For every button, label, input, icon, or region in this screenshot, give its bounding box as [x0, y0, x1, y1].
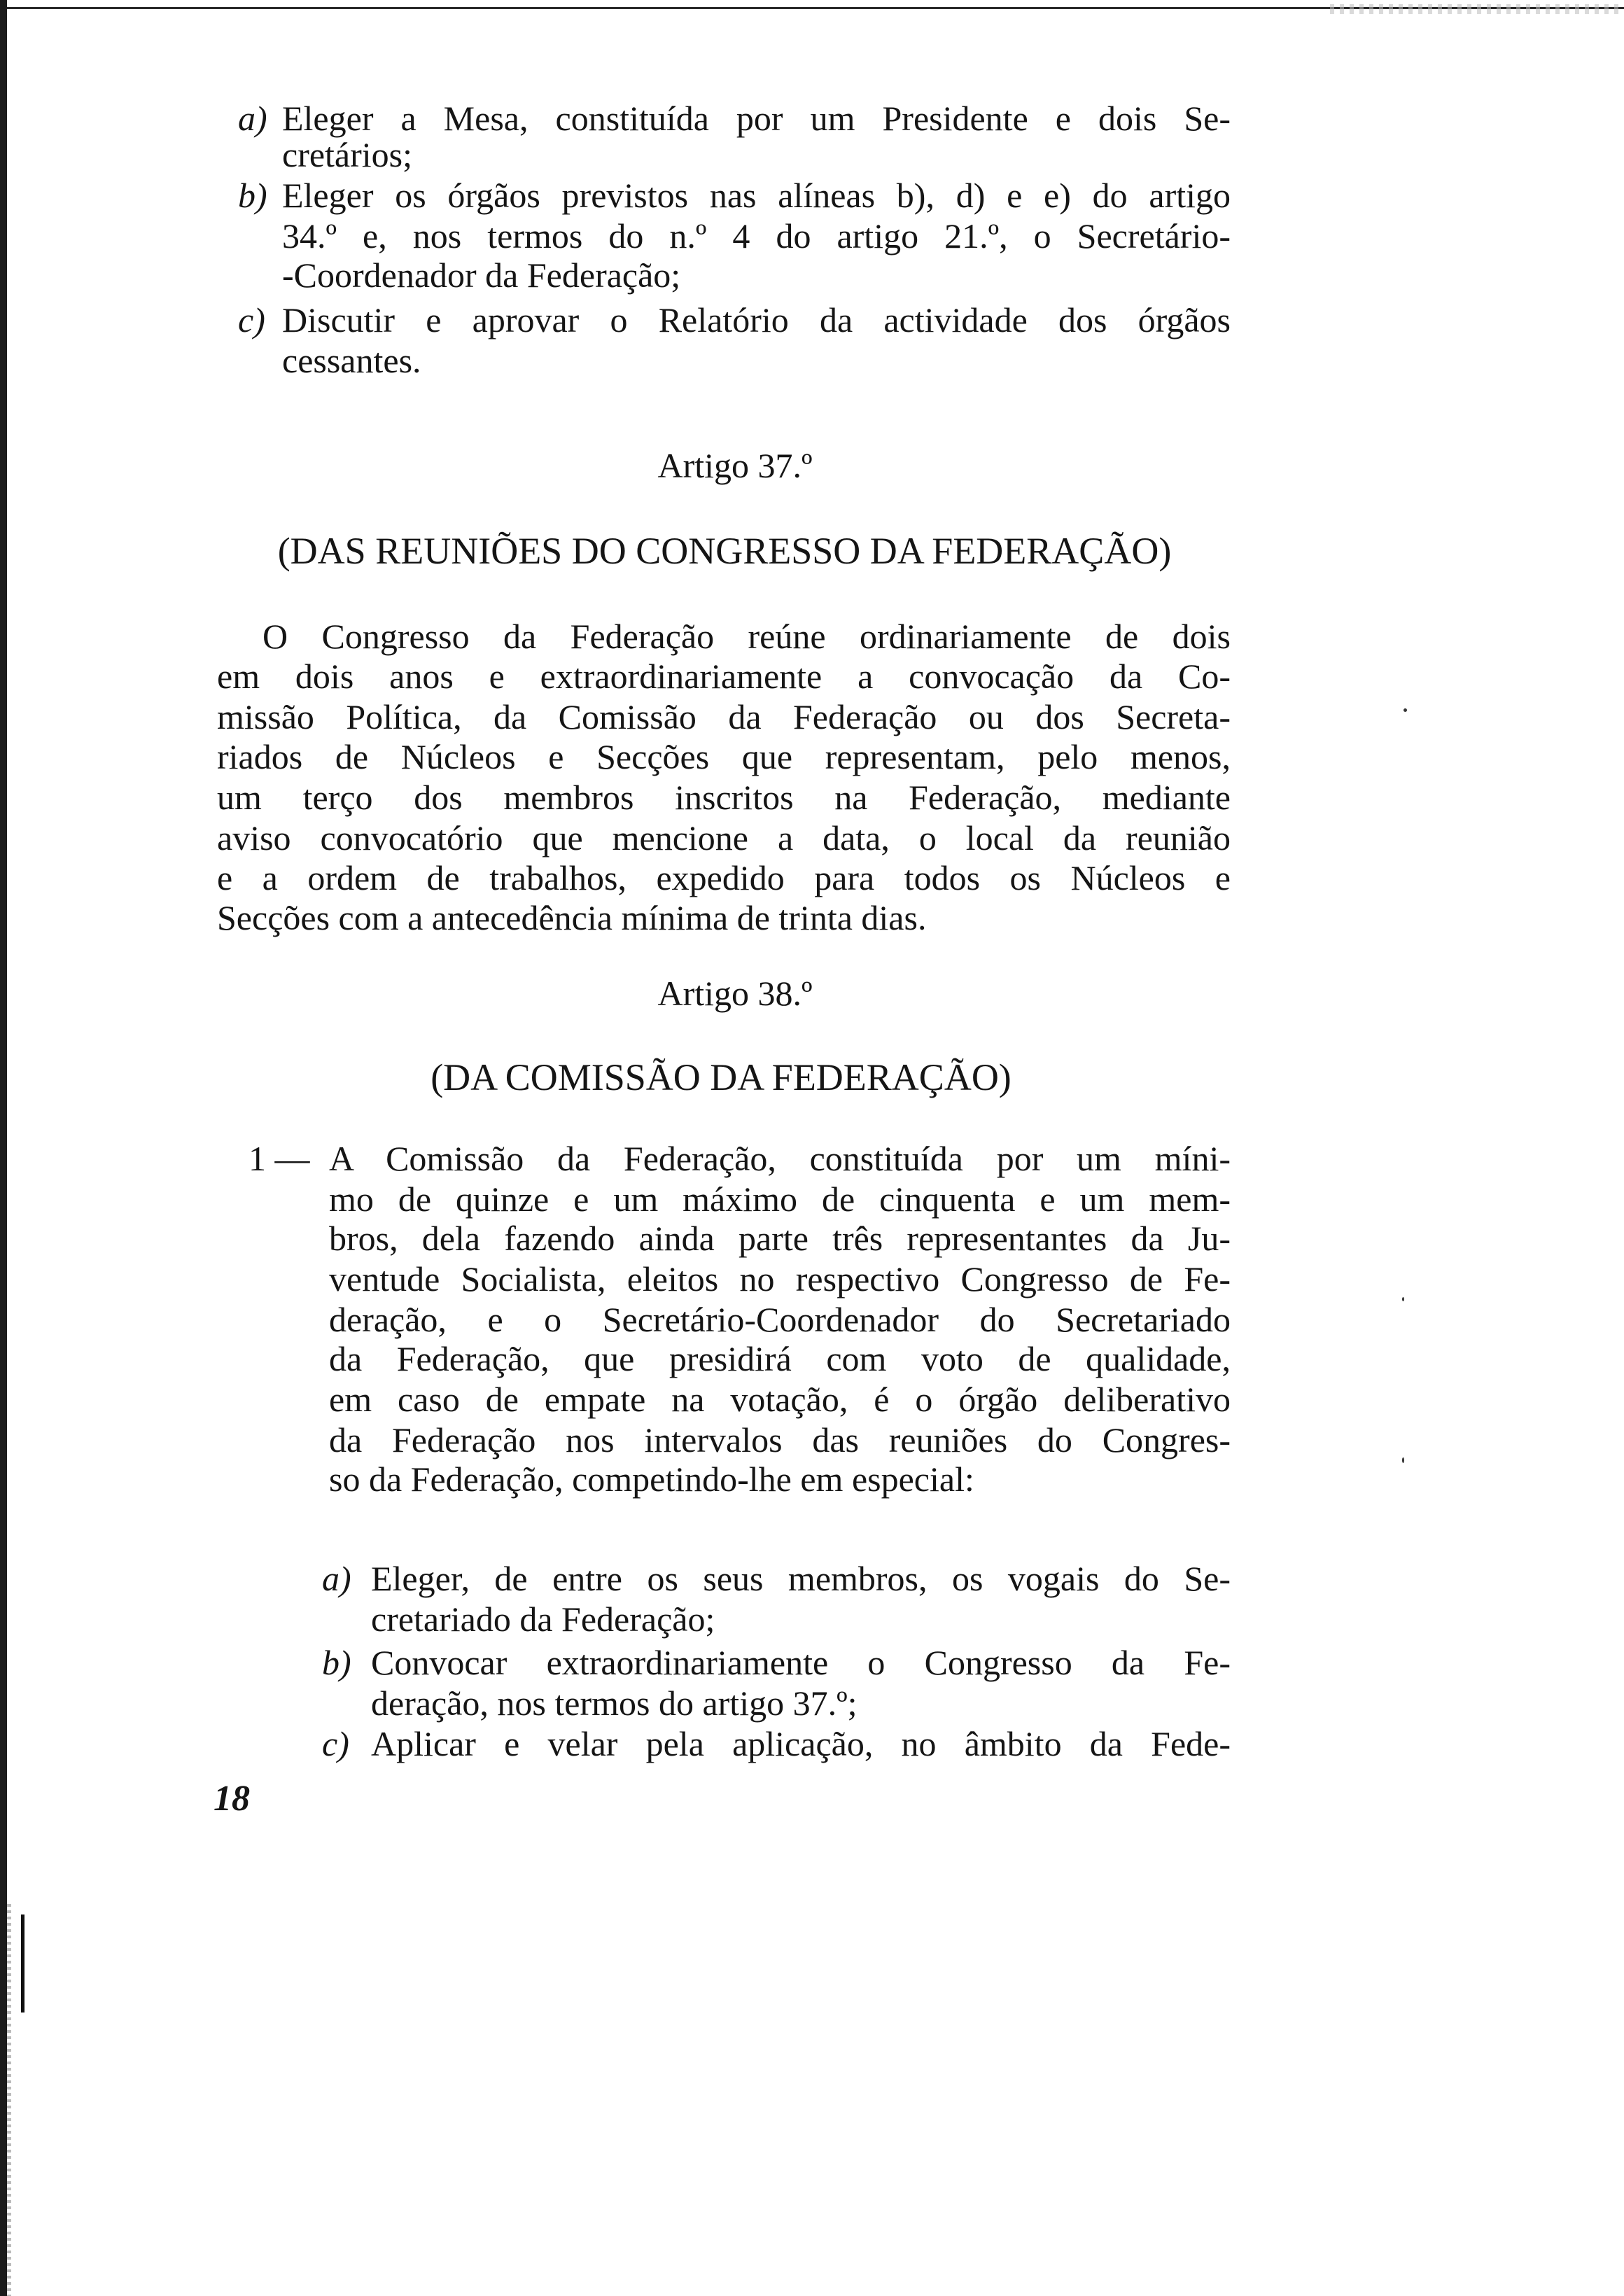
scan-border-left	[0, 0, 7, 2296]
article-38-item-a-line-1: Eleger, de entre os seus membros, os vogais do Se-	[371, 1559, 1231, 1598]
article-38-item-a-line-2: cretariado da Federação;	[371, 1600, 715, 1639]
item-label-c: c)	[238, 300, 265, 340]
item-a-line-1: Eleger a Mesa, constituída por um Presidente e dois Se-	[282, 99, 1231, 138]
scan-noise-top	[1330, 4, 1624, 14]
article-38-item-label-c: c)	[322, 1724, 349, 1763]
article-38-body-line: A Comissão da Federação, constituída por um míni-	[329, 1139, 1231, 1178]
article-37-body-line: missão Política, da Comissão da Federação ou dos Secreta-	[217, 697, 1231, 736]
scan-speck	[1404, 708, 1407, 712]
article-37-body-line: Secções com a antecedência mínima de trinta dias.	[217, 898, 927, 937]
article-37-body-line: riados de Núcleos e Secções que representam, pelo menos,	[217, 737, 1231, 776]
article-38-item-b-line-2: deração, nos termos do artigo 37.º;	[371, 1684, 858, 1723]
article-38-body-line: mo de quinze e um máximo de cinquenta e um mem-	[329, 1180, 1231, 1219]
article-38-body-line: bros, dela fazendo ainda parte três representantes da Ju-	[329, 1219, 1231, 1258]
article-38-body-line: da Federação nos intervalos das reuniões do Congres-	[329, 1420, 1231, 1460]
item-label-a: a)	[238, 99, 267, 138]
scan-noise-left	[7, 1904, 11, 2296]
scan-speck	[1402, 1457, 1404, 1463]
article-38-body-line: em caso de empate na votação, é o órgão deliberativo	[329, 1380, 1231, 1419]
article-37-body-line: em dois anos e extraordinariamente a convocação da Co-	[217, 657, 1231, 696]
item-a-line-2: cretários;	[282, 135, 413, 174]
article-37-body-line: O Congresso da Federação reúne ordinariamente de dois	[262, 617, 1231, 656]
item-b-line-3: -Coordenador da Federação;	[282, 255, 681, 295]
article-37-title: (DAS REUNIÕES DO CONGRESSO DA FEDERAÇÃO)	[277, 530, 1172, 572]
item-c-line-1: Discutir e aprovar o Relatório da actividade dos órgãos	[282, 300, 1231, 340]
item-b-line-2: 34.º e, nos termos do n.º 4 do artigo 21.º, o Secretário-	[282, 216, 1231, 255]
article-38-body-line: deração, e o Secretário-Coordenador do Secretariado	[329, 1300, 1231, 1339]
article-38-item-label-a: a)	[322, 1559, 351, 1598]
article-38-body-line: da Federação, que presidirá com voto de qualidade,	[329, 1339, 1231, 1378]
article-38-body-line: so da Federação, competindo-lhe em especial:	[329, 1460, 974, 1499]
article-37-body-line: e a ordem de trabalhos, expedido para todos os Núcleos e	[217, 858, 1231, 897]
scan-mark	[21, 1914, 24, 2012]
article-38-para-label: 1 —	[248, 1139, 310, 1178]
article-38-item-label-b: b)	[322, 1643, 351, 1682]
article-38-number: Artigo 38.º	[657, 974, 813, 1013]
article-37-number: Artigo 37.º	[657, 446, 813, 485]
article-37-body-line: aviso convocatório que mencione a data, o local da reunião	[217, 818, 1231, 858]
item-c-line-2: cessantes.	[282, 341, 421, 380]
article-38-item-b-line-1: Convocar extraordinariamente o Congresso da Fe-	[371, 1643, 1231, 1682]
page-number: 18	[214, 1779, 250, 1819]
article-38-title: (DA COMISSÃO DA FEDERAÇÃO)	[430, 1056, 1011, 1098]
article-37-body-line: um terço dos membros inscritos na Federação, mediante	[217, 778, 1231, 817]
scan-speck	[1402, 1297, 1404, 1301]
article-38-body-line: ventude Socialista, eleitos no respectivo Congresso de Fe-	[329, 1259, 1231, 1298]
item-b-line-1: Eleger os órgãos previstos nas alíneas b), d) e e) do artigo	[282, 176, 1231, 215]
article-38-item-c-line-1: Aplicar e velar pela aplicação, no âmbito da Fede-	[371, 1724, 1231, 1763]
item-label-b: b)	[238, 176, 267, 215]
